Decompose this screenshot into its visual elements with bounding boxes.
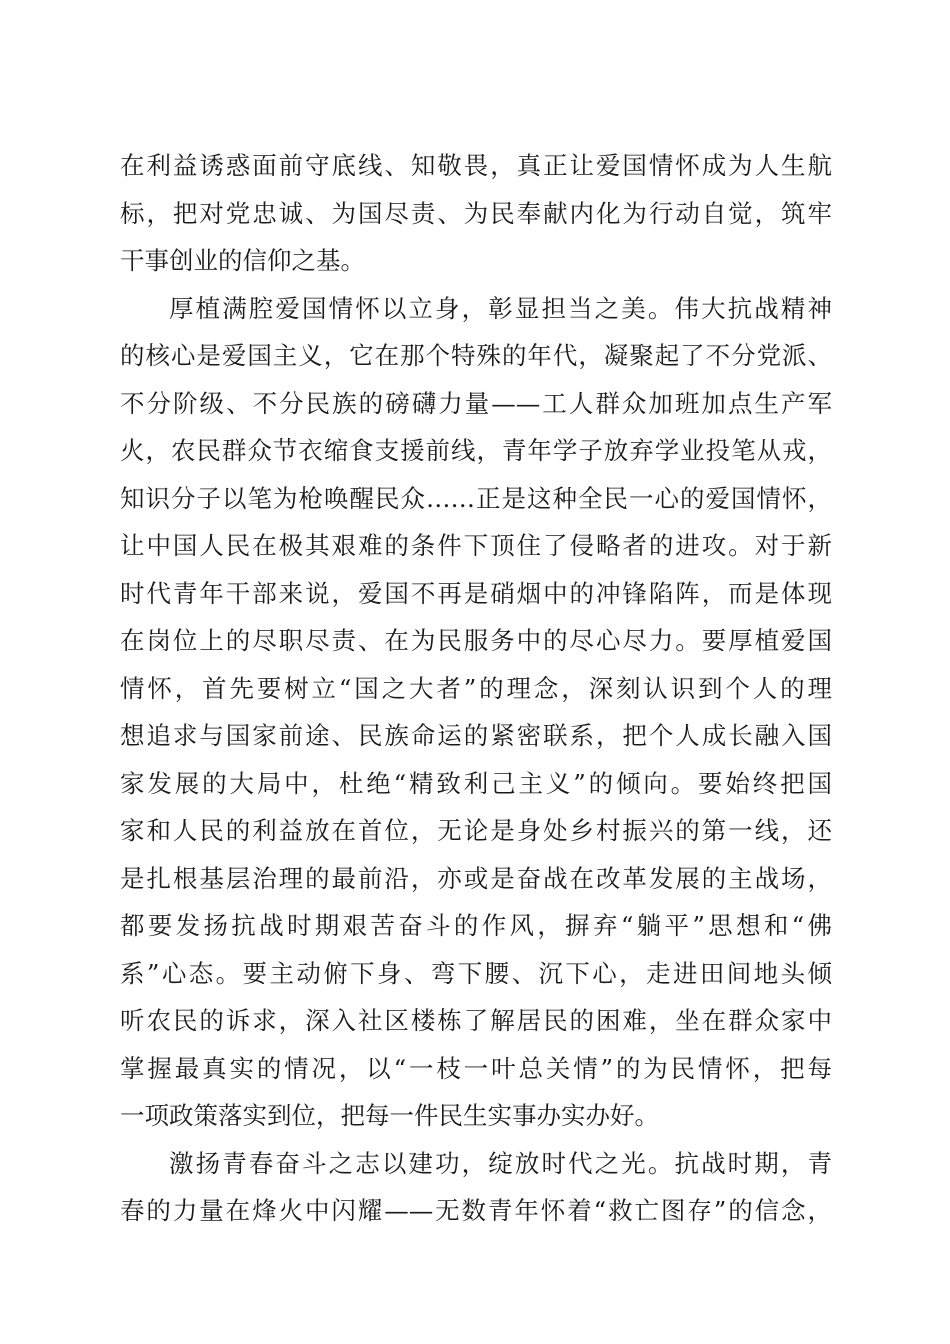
body-text	[120, 142, 832, 1235]
text-line: 春的力量在烽火中闪耀——无数青年怀着“救亡图存”的信念，	[120, 1196, 832, 1225]
text-line: 一项政策落实到位，把每一件民生实事办实办好。	[120, 1101, 659, 1130]
text-line: 厚植满腔爱国情怀以立身，彰显担当之美。伟大抗战精神	[169, 293, 832, 323]
paragraph-1	[120, 142, 832, 285]
text-line: 家和人民的利益放在首位，无论是身处乡村振兴的第一线，还	[120, 816, 832, 845]
text-line: 让中国人民在极其艰难的条件下顶住了侵略者的进攻。对于新	[120, 531, 832, 560]
text-line: 是扎根基层治理的最前沿，亦或是奋战在改革发展的主战场，	[120, 863, 832, 893]
text-line: 都要发扬抗战时期艰苦奋斗的作风，摒弃“躺平”思想和“佛	[120, 911, 832, 940]
text-line: 想追求与国家前途、民族命运的紧密联系，把个人成长融入国	[120, 721, 832, 750]
text-line: 知识分子以笔为枪唤醒民众……正是这种全民一心的爱国情怀，	[120, 483, 832, 513]
text-line: 时代青年干部来说，爱国不再是硝烟中的冲锋陷阵，而是体现	[120, 578, 832, 608]
text-line: 标，把对党忠诚、为国尽责、为民奉献内化为行动自觉，筑牢	[120, 198, 832, 228]
paragraph-2	[120, 285, 832, 1140]
text-line: 掌握最真实的情况，以“一枝一叶总关情”的为民情怀，把每	[120, 1053, 832, 1083]
text-line: 火，农民群众节衣缩食支援前线，青年学子放弃学业投笔从戎，	[120, 436, 832, 465]
text-line: 在岗位上的尽职尽责、在为民服务中的尽心尽力。要厚植爱国	[120, 626, 832, 655]
text-line: 听农民的诉求，深入社区楼栋了解居民的困难，坐在群众家中	[120, 1006, 832, 1035]
text-line: 激扬青春奋斗之志以建功，绽放时代之光。抗战时期，青	[169, 1148, 832, 1178]
text-line: 系”心态。要主动俯下身、弯下腰、沉下心，走进田间地头倾	[120, 958, 832, 988]
text-line: 的核心是爱国主义，它在那个特殊的年代，凝聚起了不分党派、	[120, 341, 832, 370]
text-line: 家发展的大局中，杜绝“精致利己主义”的倾向。要始终把国	[120, 768, 832, 798]
text-line: 在利益诱惑面前守底线、知敬畏，真正让爱国情怀成为人生航	[120, 151, 832, 180]
text-line: 不分阶级、不分民族的磅礴力量——工人群众加班加点生产军	[120, 388, 832, 418]
text-line: 情怀，首先要树立“国之大者”的理念，深刻认识到个人的理	[120, 673, 832, 703]
text-line: 干事创业的信仰之基。	[120, 246, 365, 275]
paragraph-3	[120, 1140, 832, 1235]
